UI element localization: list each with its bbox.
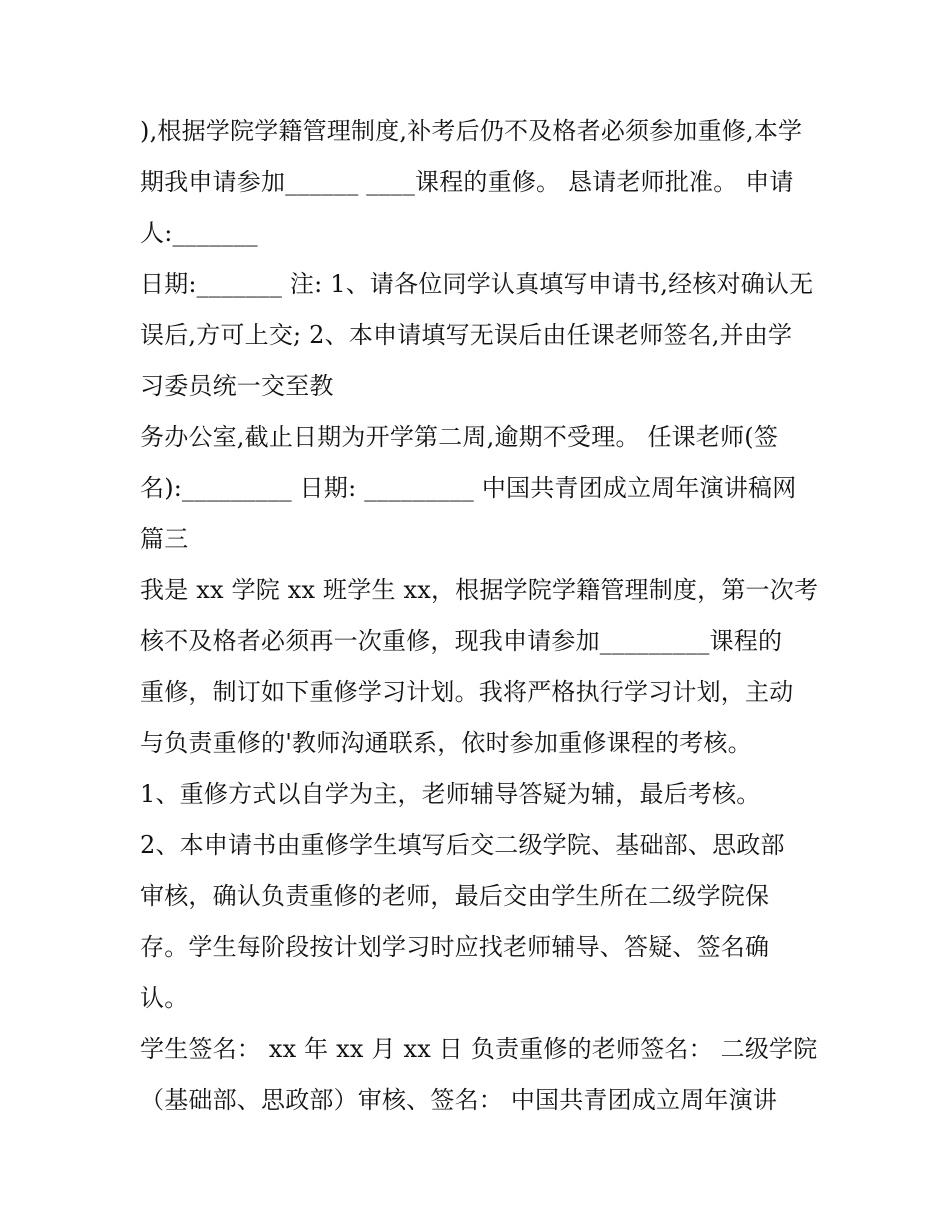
section-heading: 篇三 [140,525,189,553]
text-line-17: 存。学生每阶段按计划学习时应找老师辅导、答疑、签名确 [140,933,770,961]
text-line-5: 误后,方可上交; 2、本申请填写无误后由任课老师签名,并由学 [140,321,793,349]
text-line-11: 核不及格者必须再一次重修，现我申请参加_________课程的 [140,627,783,655]
list-item-1: 1、重修方式以自学为主，老师辅导答疑为辅，最后考核。 [140,780,761,808]
text-line-10: 我是 xx 学院 xx 班学生 xx，根据学院学籍管理制度，第一次考 [140,576,819,604]
text-line-20: （基础部、思政部）审核、签名： 中国共青团成立周年演讲 [140,1086,778,1114]
text-line-4: 日期:_______ 注: 1、请各位同学认真填写申请书,经核对确认无 [140,270,814,298]
text-line-7: 务办公室,截止日期为开学第二周,逾期不受理。 任课老师(签 [140,423,779,451]
text-line-12: 重修，制订如下重修学习计划。我将严格执行学习计划，主动 [140,678,794,706]
signature-line: 学生签名： xx 年 xx 月 xx 日 负责重修的老师签名： 二级学院 [140,1035,818,1063]
text-line-8: 名):_________ 日期: _________ 中国共青团成立周年演讲稿网 [140,474,797,502]
list-item-2: 2、本申请书由重修学生填写后交二级学院、基础部、思政部 [140,831,785,859]
text-line-2: 期我申请参加______ ____课程的重修。 恳请老师批准。 申请 [140,168,794,196]
text-line-16: 审核，确认负责重修的老师，最后交由学生所在二级学院保 [140,882,770,910]
text-line-1: ),根据学院学籍管理制度,补考后仍不及格者必须参加重修,本学 [140,117,803,145]
document-body [140,106,820,1126]
text-line-13: 与负责重修的'教师沟通联系，依时参加重修课程的考核。 [140,729,752,757]
text-line-3: 人:_______ [140,219,258,247]
text-line-18: 认。 [140,984,189,1012]
text-line-6: 习委员统一交至教 [140,372,334,400]
